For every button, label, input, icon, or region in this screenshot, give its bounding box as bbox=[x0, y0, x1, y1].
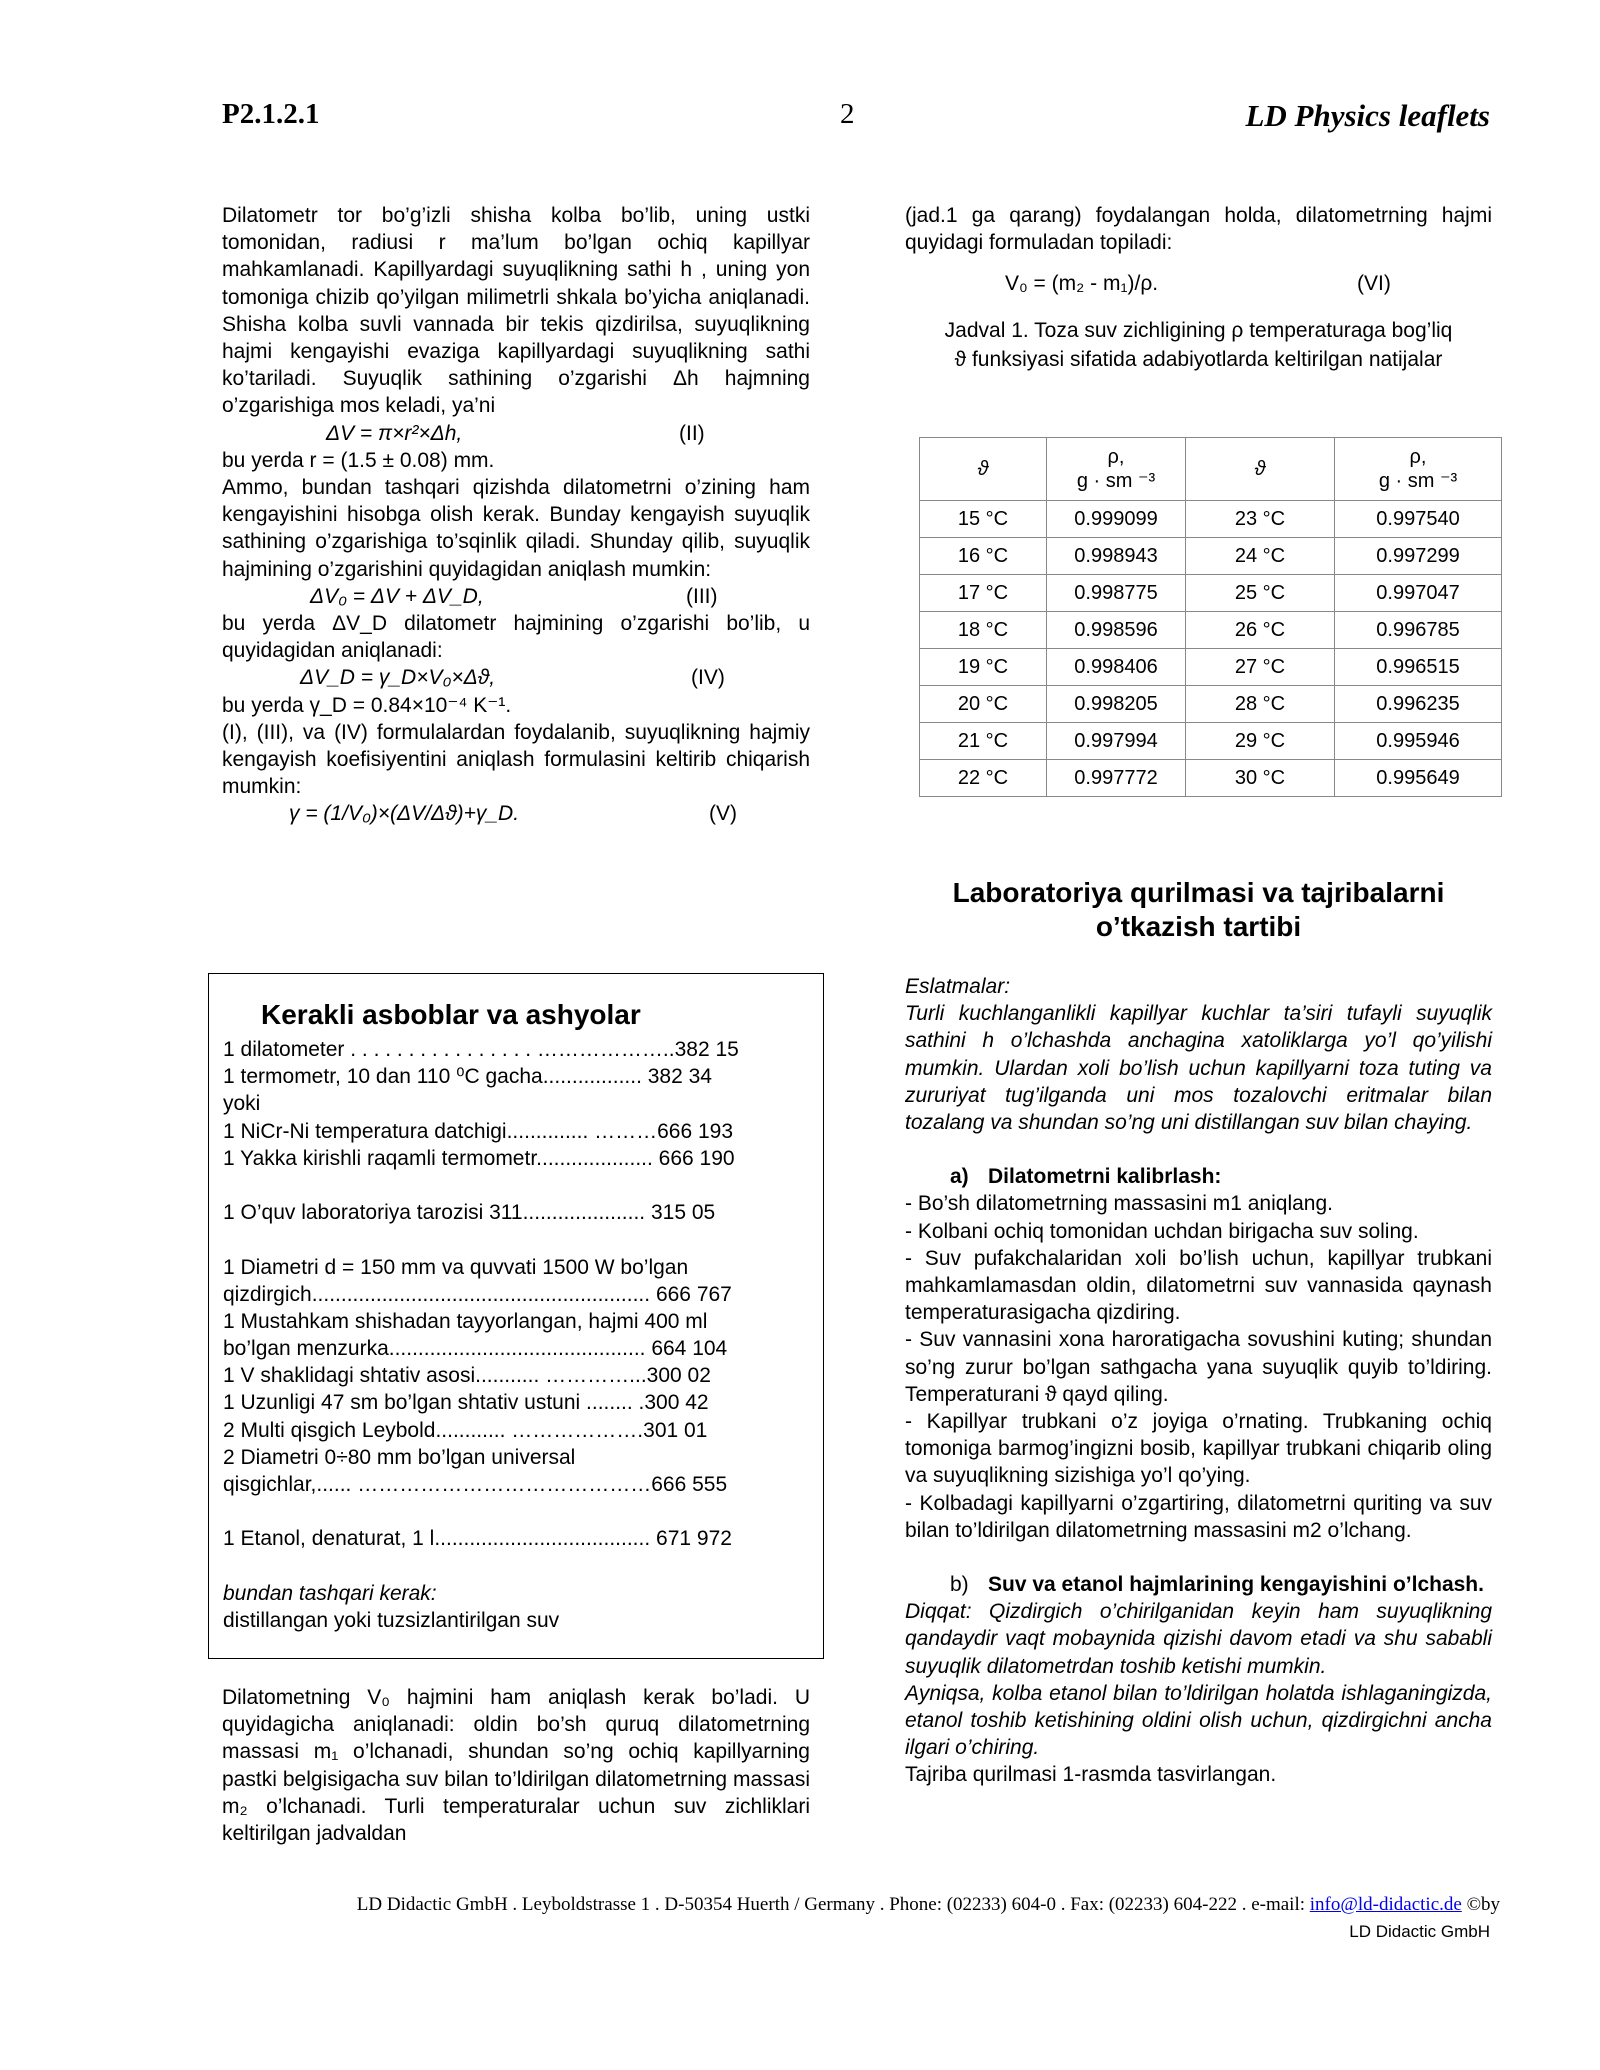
document-code: P2.1.2.1 bbox=[222, 98, 320, 130]
section-title bbox=[905, 876, 1492, 944]
volume-paragraph-container bbox=[222, 1684, 810, 1847]
equipment-item bbox=[223, 1226, 811, 1253]
step-title: Dilatometrni kalibrlash: bbox=[988, 1165, 1222, 1189]
dilatometer-volume-change-paragraph: bu yerda ΔV_D dilatometr hajmining o’zgarishi bo’lib, u quyidagidan aniqlanadi: bbox=[222, 612, 810, 663]
equipment-item: 1 NiCr-Ni temperatura datchigi.............. ………666 193 bbox=[223, 1119, 734, 1143]
table-row: 21 °C 0.997994 29 °C 0.995946 bbox=[920, 723, 1502, 760]
equipment-item: 2 Multi qisgich Leybold............ ……………….301 01 bbox=[223, 1418, 708, 1442]
equation-formula: ΔV_D = γ_D×V₀×Δϑ, bbox=[300, 666, 496, 690]
equipment-item: 1 Etanol, denaturat, 1 l..................................... 671 972 bbox=[223, 1527, 732, 1551]
equation-3 bbox=[222, 583, 810, 610]
equation-5 bbox=[222, 800, 810, 827]
step-label: b) bbox=[950, 1573, 969, 1597]
equipment-item bbox=[223, 1553, 811, 1580]
table-row: 18 °C 0.998596 26 °C 0.996785 bbox=[920, 612, 1502, 649]
equipment-item: 1 Diametri d = 150 mm va quvvati 1500 W bo’lgan bbox=[223, 1255, 689, 1279]
equation-formula: γ = (1/V₀)×(ΔV/Δϑ)+γ_D. bbox=[289, 802, 520, 826]
right-column-bottom bbox=[905, 973, 1492, 1789]
ethanol-text: Ayniqsa, kolba etanol bilan to’ldirilgan holatda ishlaganingizda, etanol toshib ketishining oldini olish uchun, qizdirgichni ancha ilgari o’chiring. bbox=[905, 1681, 1492, 1760]
equipment-item: 1 Mustahkam shishadan tayyorlangan, hajmi 400 ml bbox=[223, 1309, 708, 1333]
step-a-item: - Kapillyar trubkani o’z joyiga o’rnating. Trubkaning ochiq tomoniga barmog’ingizni bosib, kapillyar trubkani chiqarib oling va suyuqlikning sizishiga yo’l qo’ying. bbox=[905, 1410, 1492, 1488]
step-a-item: - Bo’sh dilatometrning massasini m1 aniqlang. bbox=[905, 1192, 1333, 1216]
email-link[interactable]: info@ld-didactic.de bbox=[1309, 1894, 1462, 1915]
equation-number: (VI) bbox=[1357, 272, 1391, 296]
equation-4 bbox=[222, 664, 810, 691]
table-row: 22 °C 0.997772 30 °C 0.995649 bbox=[920, 760, 1502, 797]
extra-text: distillangan yoki tuzsizlantirilgan suv bbox=[223, 1608, 560, 1632]
table-row: 19 °C 0.998406 27 °C 0.996515 bbox=[920, 649, 1502, 686]
equipment-title: Kerakli asboblar va ashyolar bbox=[261, 999, 641, 1030]
density-intro: (jad.1 ga qarang) foydalangan holda, dilatometrning hajmi quyidagi formuladan topiladi: bbox=[905, 204, 1492, 255]
header-density: ρ, g · sm ⁻³ bbox=[1047, 438, 1186, 501]
equipment-item: 1 termometr, 10 dan 110 ⁰C gacha................. 382 34 bbox=[223, 1065, 712, 1089]
equation-number: (V) bbox=[709, 802, 737, 826]
equation-number: (IV) bbox=[691, 666, 725, 690]
step-b-heading bbox=[905, 1571, 1492, 1598]
table-header-row bbox=[920, 438, 1502, 501]
equipment-item: yoki bbox=[223, 1092, 261, 1116]
equipment-item: bo’lgan menzurka............................................ 664 104 bbox=[223, 1337, 728, 1361]
equipment-item: 1 O’quv laboratoriya tarozisi 311..................... 315 05 bbox=[223, 1201, 716, 1225]
series-title: LD Physics leaflets bbox=[1245, 98, 1490, 133]
table-row: 20 °C 0.998205 28 °C 0.996235 bbox=[920, 686, 1502, 723]
section-title-line: Laboratoriya qurilmasi va tajribalarni bbox=[952, 877, 1445, 908]
gamma-value: bu yerda γ_D = 0.84×10⁻⁴ K⁻¹. bbox=[222, 693, 512, 717]
formula-derivation-paragraph: (I), (III), va (IV) formulalardan foydalanib, suyuqlikning hajmiy kengayish koefisiyentini aniqlash formulasini keltirib chiqarish mumkin: bbox=[222, 720, 810, 799]
equation-number: (III) bbox=[686, 584, 718, 608]
header-temperature: ϑ bbox=[920, 438, 1047, 501]
step-a-heading bbox=[905, 1163, 1492, 1190]
footer bbox=[0, 1894, 1500, 1916]
table-row: 15 °C 0.999099 23 °C 0.997540 bbox=[920, 501, 1502, 538]
dilatometer-expansion-paragraph: Ammo, bundan tashqari qizishda dilatometrni o’zining ham kengayishini hisobga olish kerak. Bunday kengayish suyuqlik sathining o’zgarishiga to’sqinlik qiladi. Shunday qilib, suyuqlik hajmining o’zgarishini quyidagidan aniqlash mumkin: bbox=[222, 476, 810, 581]
intro-paragraph: Dilatometr tor bo’g’izli shisha kolba bo’lib, uning ustki tomonidan, radiusi r ma’lum bo’lgan ochiq kapillyar mahkamlanadi. Kapillyardagi suyuqlikning sathi h , uning yon tomoniga chizib qo’yilgan milimetrli shkala bo’yicha aniqlanadi. Shisha kolba suvli vannada bir tekis qizdirilsa, suyuqlikning hajmi kengayishi evaziga kapillyardagi suyuqlikning sathi ko’tariladi. Suyuqlik sathining o’zgarishi Δh hajmning o’zgarishiga mos keladi, ya’ni bbox=[222, 204, 810, 418]
header-density: ρ, g · sm ⁻³ bbox=[1335, 438, 1502, 501]
equipment-box bbox=[208, 973, 824, 1659]
equipment-list bbox=[223, 1036, 811, 1634]
density-table bbox=[919, 437, 1502, 797]
header-temperature: ϑ bbox=[1186, 438, 1335, 501]
table-caption bbox=[905, 316, 1492, 374]
table-caption-line: ϑ funksiyasi sifatida adabiyotlarda keltirilgan natijalar bbox=[954, 347, 1443, 371]
equipment-item bbox=[223, 1172, 811, 1199]
equipment-item: qizdirgich.......................................................... 666 767 bbox=[223, 1282, 732, 1306]
step-a-item: - Suv vannasini xona haroratigacha sovushini kuting; shundan so’ng zurur bo’lgan sathgacha yana suyuqlik quyib to’ldiring. Temperaturani ϑ qayd qiling. bbox=[905, 1328, 1492, 1406]
equipment-item: 1 Uzunligi 47 sm bo’lgan shtativ ustuni ........ .300 42 bbox=[223, 1391, 709, 1415]
extra-label: bundan tashqari kerak: bbox=[223, 1581, 437, 1605]
equipment-item bbox=[223, 1498, 811, 1525]
step-a-item: - Kolbadagi kapillyarni o’zgartiring, dilatometrni quriting va suv bilan to’ldirilgan dilatometrning massasini m2 o’lchang. bbox=[905, 1491, 1492, 1542]
footer-copyright: ©by bbox=[1461, 1894, 1500, 1915]
footer-company: LD Didactic GmbH bbox=[1349, 1922, 1490, 1941]
section-title-line: o’tkazish tartibi bbox=[1095, 911, 1302, 942]
notes-label: Eslatmalar: bbox=[905, 975, 1011, 998]
equipment-item: qisgichlar,...... ……………………………………666 555 bbox=[223, 1473, 728, 1496]
table-row: 17 °C 0.998775 25 °C 0.997047 bbox=[920, 575, 1502, 612]
footer-address: LD Didactic GmbH . Leyboldstrasse 1 . D-50354 Huerth / Germany . Phone: (02233) 604-0 . Fax: (02233) 604-222 . e-mail: bbox=[356, 1894, 1310, 1915]
step-title: Suv va etanol hajmlarining kengayishini o’lchash. bbox=[988, 1573, 1484, 1597]
equation-number: (II) bbox=[679, 421, 705, 445]
volume-paragraph: Dilatometning V₀ hajmini ham aniqlash kerak bo’ladi. U quyidagicha aniqlanadi: oldin bo’sh quruq dilatometrning massasi m₁ o’lchanadi, shundan so’ng ochiq kapillyarning pastki belgisigacha suv bilan to’ldirilgan dilatometrning massasi m₂ o’lchanadi. Turli temperaturalar uchun suv zichliklari keltirilgan jadvaldan bbox=[222, 1686, 810, 1846]
step-a-item: - Kolbani ochiq tomonidan uchdan birigacha suv soling. bbox=[905, 1219, 1419, 1243]
table-caption-line: Jadval 1. Toza suv zichligining ρ temperaturaga bog’liq bbox=[944, 318, 1453, 342]
left-column bbox=[222, 202, 810, 828]
equation-6 bbox=[905, 270, 1492, 297]
table-row: 16 °C 0.998943 24 °C 0.997299 bbox=[920, 538, 1502, 575]
equation-2 bbox=[222, 420, 810, 447]
equation-formula: ΔV₀ = ΔV + ΔV_D, bbox=[310, 584, 484, 608]
equation-formula: V₀ = (m₂ - m₁)/ρ. bbox=[1005, 272, 1159, 296]
equipment-item: 2 Diametri 0÷80 mm bo’lgan universal bbox=[223, 1445, 576, 1469]
equipment-item: 1 dilatometer . . . . . . . . . . . . . . . . ………………..382 15 bbox=[223, 1038, 739, 1061]
page-number: 2 bbox=[840, 98, 855, 130]
equipment-item: 1 V shaklidagi shtativ asosi........... …………...300 02 bbox=[223, 1364, 711, 1388]
equation-formula: ΔV = π×r²×Δh, bbox=[326, 421, 463, 445]
equipment-item: 1 Yakka kirishli raqamli termometr.................... 666 190 bbox=[223, 1146, 735, 1170]
step-label: a) bbox=[950, 1165, 969, 1189]
step-a-item: - Suv pufakchalaridan xoli bo’lish uchun, kapillyar trubkani mahkamlamasdan oldin, dilatometrni suv vannasida qaynash temperaturasigacha qizdiring. bbox=[905, 1246, 1492, 1325]
notes-text: Turli kuchlanganlikli kapillyar kuchlar ta’siri tufayli suyuqlik sathini h o’lchashda anchagina xatoliklarga yo’l qo’yilishi mumkin. Ulardan xoli bo’lish uchun kapillyarni toza tuting va zururiyat tug’ilganda uni mos tozalovchi eritmalar bilan tozalang va shundan so’ng uni distillangan suv bilan chaying. bbox=[905, 1002, 1492, 1135]
caution-text: Diqqat: Qizdirgich o’chirilganidan keyin ham suyuqlikning qandaydir vaqt mobaynida qizishi davom etadi va shu sababli suyuqlik dilatometrdan toshib ketishi mumkin. bbox=[905, 1600, 1492, 1678]
radius-value: bu yerda r = (1.5 ± 0.08) mm. bbox=[222, 448, 495, 472]
setup-text: Tajriba qurilmasi 1-rasmda tasvirlangan. bbox=[905, 1763, 1277, 1787]
right-column-top bbox=[905, 202, 1492, 374]
